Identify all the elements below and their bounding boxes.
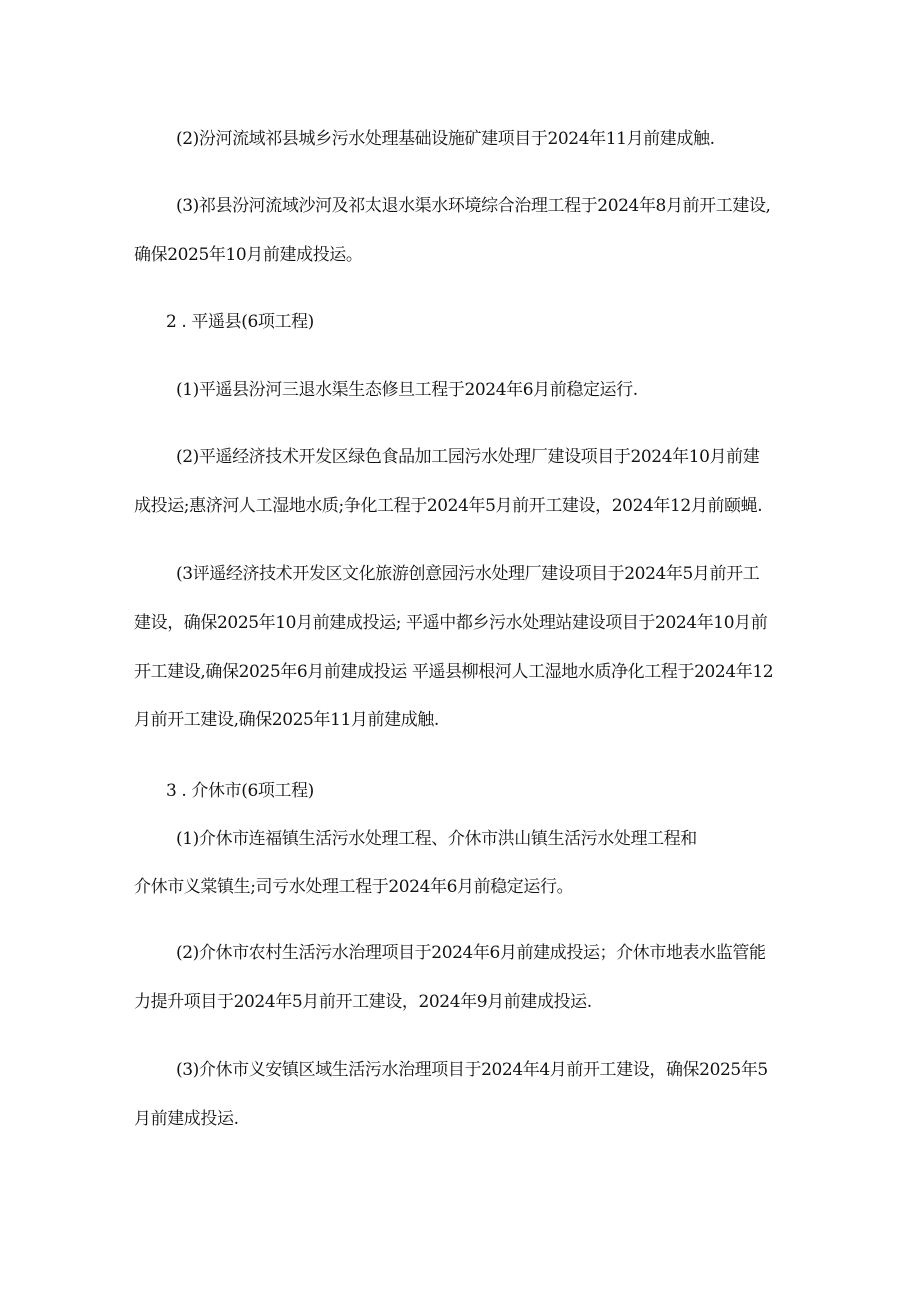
paragraph-line: (1)平遥县汾河三退水渠生态修旦工程于2024年6月前稳定运行. — [176, 380, 638, 400]
paragraph-line: 确保2025年10月前建成投运。 — [134, 245, 363, 265]
section-heading: 2 . 平遥县(6项工程) — [166, 312, 314, 332]
paragraph-line: (2)平遥经济技术开发区绿色食品加工园污水处理厂建设项目于2024年10月前建 — [176, 447, 760, 467]
paragraph-line: (3)介休市义安镇区域生活污水治理项目于2024年4月前开工建设，确保2025年5 — [176, 1060, 768, 1080]
paragraph-line: 成投运;惠济河人工湿地水质;争化工程于2024年5月前开工建设，2024年12月前颐蝇. — [134, 496, 763, 516]
paragraph-line: (3)祁县汾河流域沙河及祁太退水渠水环境综合治理工程于2024年8月前开工建设, — [176, 196, 771, 216]
paragraph-line: 月前建成投运. — [134, 1109, 239, 1129]
paragraph-line: 力提升项目于2024年5月前开工建设，2024年9月前建成投运. — [134, 992, 592, 1012]
paragraph-line: 月前开工建设,确保2025年11月前建成触. — [134, 710, 439, 730]
paragraph-line: 介休市义棠镇生;司亏水处理工程于2024年6月前稳定运行。 — [134, 877, 574, 897]
paragraph-line: (1)介休市连福镇生活污水处理工程、介休市洪山镇生活污水处理工程和 — [176, 829, 697, 849]
paragraph-line: (2)介休市农村生活污水治理项目于2024年6月前建成投运；介休市地表水监管能 — [176, 943, 766, 963]
paragraph-line: 建设，确保2025年10月前建成投运; 平遥中都乡污水处理站建设项目于2024年10月前 — [134, 613, 768, 633]
paragraph-line: (2)汾河流域祁县城乡污水处理基础设施矿建项目于2024年11月前建成触. — [176, 129, 715, 149]
paragraph-line: (3评遥经济技术开发区文化旅游创意园污水处理厂建设项目于2024年5月前开工 — [176, 564, 760, 584]
paragraph-line: 开工建设,确保2025年6月前建成投运 平遥县柳根河人工湿地水质净化工程于2024年12 — [134, 662, 774, 682]
section-heading: 3 . 介休市(6项工程) — [166, 781, 314, 801]
